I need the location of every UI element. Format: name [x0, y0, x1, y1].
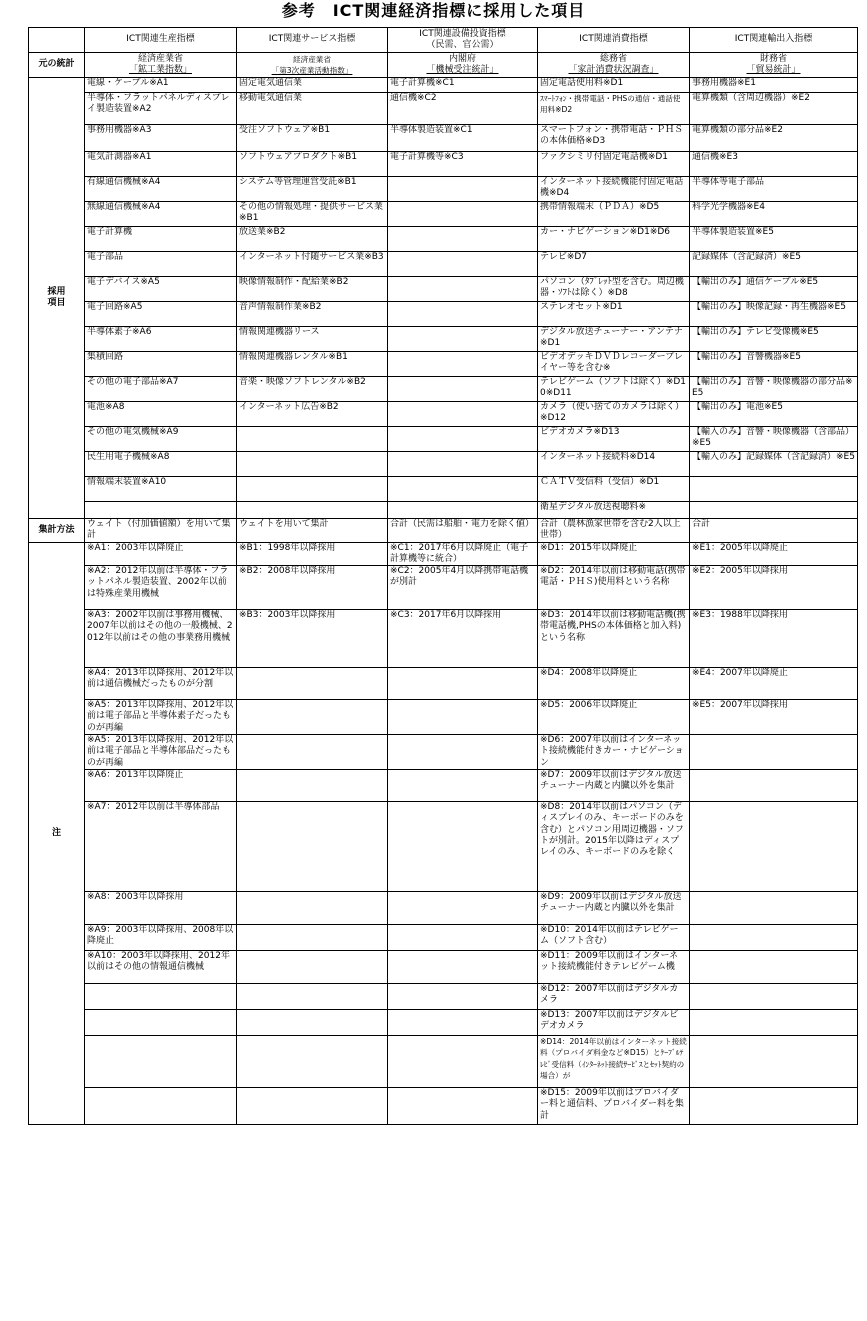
item-cell: 携帯情報端末（ＰＤＡ）※D5 — [538, 202, 690, 227]
note-cell — [237, 700, 388, 735]
item-cell: 放送業※B2 — [237, 227, 388, 252]
note-cell — [237, 769, 388, 801]
note-cell: ※A5：2013年以降採用、2012年以前は電子部品と半導体部品だったものが再編 — [85, 735, 237, 770]
item-cell: 事務用機器※A3 — [85, 125, 237, 152]
note-cell: ※D13：2007年以前はデジタルビデオカメラ — [538, 1009, 690, 1035]
item-cell — [388, 452, 538, 477]
note-row — [29, 924, 858, 950]
item-cell — [237, 502, 388, 519]
note-cell: ※D9：2009年以前はデジタル放送チューナー内蔵と内臓以外を集計 — [538, 891, 690, 924]
note-cell: ※A2：2012年以前は半導体・フラットパネル製造装置、2002年以前は特殊産業用機械 — [85, 566, 237, 610]
item-cell — [388, 252, 538, 277]
note-row — [29, 735, 858, 770]
source-ministry: 経済産業省 — [293, 54, 331, 64]
item-cell: 電子計算機 — [85, 227, 237, 252]
note-row — [29, 769, 858, 801]
item-cell — [237, 427, 388, 452]
note-cell: ※E3：1988年以降採用 — [690, 610, 858, 668]
source-statistic: 「家計消費状況調査」 — [568, 65, 659, 75]
item-cell: インターネット広告※B2 — [237, 402, 388, 427]
item-cell — [388, 227, 538, 252]
note-cell: ※A8：2003年以降採用 — [85, 891, 237, 924]
item-cell: 【輸出のみ】映像記録・再生機器※E5 — [690, 302, 858, 327]
note-cell — [237, 1009, 388, 1035]
note-cell — [388, 769, 538, 801]
source-statistic: 「第3次産業活動指数」 — [271, 66, 353, 75]
item-row — [29, 93, 858, 125]
item-cell — [690, 477, 858, 502]
source-ministry: 総務省 — [599, 53, 627, 64]
note-cell: ※D5：2006年以降廃止 — [538, 700, 690, 735]
item-cell: 通信機※C2 — [388, 93, 538, 125]
item-cell: 半導体素子※A6 — [85, 327, 237, 352]
item-cell: 半導体等電子部品 — [690, 177, 858, 202]
item-cell: 有線通信機械※A4 — [85, 177, 237, 202]
source-row — [29, 53, 858, 78]
source-ministry: 内閣府 — [448, 53, 476, 64]
column-header: ICT関連輸出入指標 — [690, 28, 858, 53]
note-cell — [388, 1009, 538, 1035]
method-cell: 合計（民需は船舶・電力を除く値） — [388, 519, 538, 543]
note-cell: ※D8：2014年以前はパソコン（ディスプレイのみ、キーボードのみを含む）とパソコン用周辺機器・ソフトが別計。2015年以降はディスプレイのみ、キーボードのみを除く — [538, 801, 690, 891]
item-cell: 半導体製造装置※E5 — [690, 227, 858, 252]
item-cell: 民生用電子機械※A8 — [85, 452, 237, 477]
note-cell: ※D10：2014年以前はテレビゲーム（ソフト含む） — [538, 924, 690, 950]
note-cell — [690, 1087, 858, 1124]
row-label-source: 元の統計 — [29, 53, 85, 78]
column-header: ICT関連消費指標 — [538, 28, 690, 53]
item-cell: 半導体製造装置※C1 — [388, 125, 538, 152]
source-cell — [388, 53, 538, 78]
item-cell: カメラ（使い捨てのカメラは除く）※D12 — [538, 402, 690, 427]
note-cell — [85, 1009, 237, 1035]
note-cell — [388, 1087, 538, 1124]
item-row — [29, 277, 858, 302]
note-cell — [388, 735, 538, 770]
item-cell — [388, 202, 538, 227]
item-row — [29, 502, 858, 519]
note-cell: ※E1：2005年以降廃止 — [690, 542, 858, 566]
ict-indicator-table — [28, 27, 858, 1125]
note-cell: ※D14：2014年以前はインターネット接続料（プロバイダ料金など※D15）とｹｰﾌﾞﾙﾃﾚﾋﾞ受信料（ｲﾝﾀｰﾈｯﾄ接続ｻｰﾋﾞｽとｾｯﾄ契約の場合）が — [538, 1035, 690, 1087]
item-cell: 事務用機器※E1 — [690, 78, 858, 93]
note-cell — [388, 983, 538, 1009]
row-label-items: 採用 項目 — [29, 78, 85, 519]
item-cell: 【輸出のみ】テレビ受像機※E5 — [690, 327, 858, 352]
note-cell — [388, 668, 538, 700]
note-cell: ※E5：2007年以降採用 — [690, 700, 858, 735]
note-cell: ※B1：1998年以降採用 — [237, 542, 388, 566]
note-cell: ※D11：2009年以前はインターネット接続機能付きテレビゲーム機 — [538, 950, 690, 983]
method-cell: ウェイトを用いて集計 — [237, 519, 388, 543]
item-cell: 映像情報制作・配給業※B2 — [237, 277, 388, 302]
item-cell: その他の電気機械※A9 — [85, 427, 237, 452]
note-cell — [388, 950, 538, 983]
item-cell: 電池※A8 — [85, 402, 237, 427]
note-cell: ※D4：2008年以降廃止 — [538, 668, 690, 700]
item-cell: 記録媒体（含記録済）※E5 — [690, 252, 858, 277]
note-cell — [690, 769, 858, 801]
note-row — [29, 983, 858, 1009]
item-cell: ファクシミリ付固定電話機※D1 — [538, 152, 690, 177]
item-row — [29, 252, 858, 277]
item-cell: 情報関連機器レンタル※B1 — [237, 352, 388, 377]
note-cell — [85, 1035, 237, 1087]
item-cell — [388, 277, 538, 302]
note-row — [29, 700, 858, 735]
item-cell — [388, 477, 538, 502]
note-cell — [237, 801, 388, 891]
item-row — [29, 202, 858, 227]
item-cell: テレビゲーム（ソフトは除く）※D10※D11 — [538, 377, 690, 402]
item-cell: 電気計測器※A1 — [85, 152, 237, 177]
source-statistic: 「貿易統計」 — [746, 65, 801, 75]
note-cell: ※A6：2013年以降廃止 — [85, 769, 237, 801]
item-cell: システム等管理運営受託※B1 — [237, 177, 388, 202]
item-cell — [388, 377, 538, 402]
item-row — [29, 402, 858, 427]
note-cell — [690, 983, 858, 1009]
note-row — [29, 891, 858, 924]
item-cell — [237, 452, 388, 477]
item-cell: その他の情報処理・提供サービス業※B1 — [237, 202, 388, 227]
item-cell — [388, 352, 538, 377]
item-cell — [388, 302, 538, 327]
item-cell: 【輸入のみ】音響・映像機器（含部品）※E5 — [690, 427, 858, 452]
item-row — [29, 78, 858, 93]
method-cell: 合計（農林漁家世帯を含む2人以上世帯） — [538, 519, 690, 543]
item-cell — [690, 502, 858, 519]
item-cell: 【輸出のみ】音響・映像機器の部分品※E5 — [690, 377, 858, 402]
item-cell: その他の電子部品※A7 — [85, 377, 237, 402]
source-ministry: 経済産業省 — [137, 53, 183, 64]
item-cell — [388, 177, 538, 202]
item-cell: 【輸出のみ】音響機器※E5 — [690, 352, 858, 377]
note-cell — [85, 1087, 237, 1124]
note-cell — [690, 924, 858, 950]
item-cell: 音声情報制作業※B2 — [237, 302, 388, 327]
note-row — [29, 1035, 858, 1087]
item-cell: 衛星デジタル放送視聴料※ — [538, 502, 690, 519]
note-row — [29, 610, 858, 668]
item-cell: 電算機類の部分品※E2 — [690, 125, 858, 152]
note-cell: ※E4：2007年以降廃止 — [690, 668, 858, 700]
item-row — [29, 377, 858, 402]
note-cell: ※A1：2003年以降廃止 — [85, 542, 237, 566]
item-cell — [388, 327, 538, 352]
note-cell: ※A10：2003年以降採用、2012年以前はその他の情報通信機械 — [85, 950, 237, 983]
item-row — [29, 152, 858, 177]
source-statistic: 「機械受注統計」 — [426, 65, 499, 75]
item-cell: 固定電気通信業 — [237, 78, 388, 93]
item-cell: デジタル放送チューナー・アンテナ※D1 — [538, 327, 690, 352]
column-header: ICT関連設備投資指標 （民需、官公需） — [388, 28, 538, 53]
item-cell: 移動電気通信業 — [237, 93, 388, 125]
item-cell: 情報端末装置※A10 — [85, 477, 237, 502]
note-cell: ※D12：2007年以前はデジタルカメラ — [538, 983, 690, 1009]
item-cell: 科学光学機器※E4 — [690, 202, 858, 227]
item-cell — [237, 477, 388, 502]
item-cell: 電子回路※A5 — [85, 302, 237, 327]
note-cell: ※D7：2009年以前はデジタル放送チューナー内蔵と内臓以外を集計 — [538, 769, 690, 801]
item-row — [29, 427, 858, 452]
note-cell — [85, 983, 237, 1009]
item-cell: 電子デバイス※A5 — [85, 277, 237, 302]
note-row — [29, 1009, 858, 1035]
note-cell — [690, 1035, 858, 1087]
method-row — [29, 519, 858, 543]
note-cell — [237, 891, 388, 924]
item-cell: 無線通信機械※A4 — [85, 202, 237, 227]
item-cell: ビデオデッキＤＶＤレコーダープレイヤー等を含む※ — [538, 352, 690, 377]
item-cell: 固定電話使用料※D1 — [538, 78, 690, 93]
item-cell — [388, 402, 538, 427]
row-label-notes: 注 — [29, 542, 85, 1124]
item-row — [29, 177, 858, 202]
note-cell: ※D1：2015年以降廃止 — [538, 542, 690, 566]
item-cell: インターネット接続機能付固定電話機※D4 — [538, 177, 690, 202]
note-cell: ※C2：2005年4月以降携帯電話機が別計 — [388, 566, 538, 610]
note-row — [29, 801, 858, 891]
note-cell: ※C3：2017年6月以降採用 — [388, 610, 538, 668]
note-cell — [237, 1035, 388, 1087]
source-cell — [538, 53, 690, 78]
note-cell — [237, 924, 388, 950]
item-cell — [388, 427, 538, 452]
item-cell: 通信機※E3 — [690, 152, 858, 177]
item-cell: スマートフォン・携帯電話・ＰＨＳの本体価格※D3 — [538, 125, 690, 152]
note-cell — [237, 1087, 388, 1124]
item-cell: 音楽・映像ソフトレンタル※B2 — [237, 377, 388, 402]
item-cell: 電算機類（含周辺機器）※E2 — [690, 93, 858, 125]
column-header: ICT関連サービス指標 — [237, 28, 388, 53]
item-cell: 電線・ケーブル※A1 — [85, 78, 237, 93]
item-cell: 情報関連機器リース — [237, 327, 388, 352]
source-statistic: 「鉱工業指数」 — [128, 65, 192, 75]
corner-cell — [29, 28, 85, 53]
note-row — [29, 1087, 858, 1124]
note-cell — [690, 735, 858, 770]
item-cell: ビデオカメラ※D13 — [538, 427, 690, 452]
source-ministry: 財務省 — [759, 53, 787, 64]
note-row — [29, 542, 858, 566]
item-cell: ステレオセット※D1 — [538, 302, 690, 327]
column-header: ICT関連生産指標 — [85, 28, 237, 53]
item-row — [29, 227, 858, 252]
source-cell — [85, 53, 237, 78]
note-cell: ※B2：2008年以降採用 — [237, 566, 388, 610]
item-cell: ＣＡＴＶ受信料（受信）※D1 — [538, 477, 690, 502]
note-cell — [388, 1035, 538, 1087]
item-cell: ｽﾏｰﾄﾌｫﾝ・携帯電話・PHSの通信・通話使用料※D2 — [538, 93, 690, 125]
note-cell — [237, 983, 388, 1009]
note-cell: ※B3：2003年以降採用 — [237, 610, 388, 668]
item-cell: インターネット接続料※D14 — [538, 452, 690, 477]
note-cell: ※D2：2014年以前は移動電話(携帯電話・ＰＨＳ)使用料という名称 — [538, 566, 690, 610]
note-row — [29, 566, 858, 610]
item-cell: 【輸出のみ】電池※E5 — [690, 402, 858, 427]
item-row — [29, 125, 858, 152]
item-cell: カー・ナビゲーション※D1※D6 — [538, 227, 690, 252]
note-cell — [388, 700, 538, 735]
note-cell — [690, 891, 858, 924]
note-cell — [237, 668, 388, 700]
method-cell: 合計 — [690, 519, 858, 543]
note-cell — [388, 891, 538, 924]
row-label-method: 集計方法 — [29, 519, 85, 543]
item-cell: インターネット付随サービス業※B3 — [237, 252, 388, 277]
item-cell: 集積回路 — [85, 352, 237, 377]
note-cell: ※A3：2002年以前は事務用機械、2007年以前はその他の一般機械、2012年以前はその他の事業務用機械 — [85, 610, 237, 668]
note-cell — [690, 801, 858, 891]
header-row — [29, 28, 858, 53]
note-cell: ※D3：2014年以前は移動電話機(携帯電話機,PHSの本体価格と加入料)という名称 — [538, 610, 690, 668]
note-cell — [690, 950, 858, 983]
item-cell: 電子計算機等※C3 — [388, 152, 538, 177]
note-cell — [237, 735, 388, 770]
item-row — [29, 327, 858, 352]
item-cell: 電子計算機※C1 — [388, 78, 538, 93]
item-cell: 受注ソフトウェア※B1 — [237, 125, 388, 152]
note-cell: ※D6：2007年以前はインターネット接続機能付きカー・ナビゲーション — [538, 735, 690, 770]
note-cell — [237, 950, 388, 983]
item-cell: 【輸入のみ】記録媒体（含記録済）※E5 — [690, 452, 858, 477]
item-row — [29, 302, 858, 327]
note-cell: ※A5：2013年以降採用、2012年以前は電子部品と半導体素子だったものが再編 — [85, 700, 237, 735]
note-cell: ※E2：2005年以降採用 — [690, 566, 858, 610]
note-cell — [388, 801, 538, 891]
note-row — [29, 668, 858, 700]
note-cell — [690, 1009, 858, 1035]
note-cell: ※A7：2012年以前は半導体部品 — [85, 801, 237, 891]
method-cell: ウェイト（付加価値額）を用いて集計 — [85, 519, 237, 543]
note-cell — [388, 924, 538, 950]
item-cell: 【輸出のみ】通信ケーブル※E5 — [690, 277, 858, 302]
note-cell: ※A4：2013年以降採用、2012年以前は通信機械だったものが分割 — [85, 668, 237, 700]
item-cell — [388, 502, 538, 519]
page-title: 参考 ICT関連経済指標に採用した項目 — [281, 1, 586, 20]
item-row — [29, 452, 858, 477]
item-row — [29, 352, 858, 377]
source-cell — [690, 53, 858, 78]
item-cell: テレビ※D7 — [538, 252, 690, 277]
item-row — [29, 477, 858, 502]
note-cell: ※A9：2003年以降採用、2008年以降廃止 — [85, 924, 237, 950]
item-cell: ソフトウェアプロダクト※B1 — [237, 152, 388, 177]
item-cell: 電子部品 — [85, 252, 237, 277]
item-cell: パソコン（ﾀﾌﾞﾚｯﾄ型を含む。周辺機器・ｿﾌﾄは除く）※D8 — [538, 277, 690, 302]
source-cell — [237, 53, 388, 78]
note-row — [29, 950, 858, 983]
item-cell: 半導体・フラットパネルディスプレイ製造装置※A2 — [85, 93, 237, 125]
item-cell — [85, 502, 237, 519]
note-cell: ※C1：2017年6月以降廃止（電子計算機等に統合） — [388, 542, 538, 566]
note-cell: ※D15：2009年以前はプロバイダー料と通信料、プロバイダー料を集計 — [538, 1087, 690, 1124]
